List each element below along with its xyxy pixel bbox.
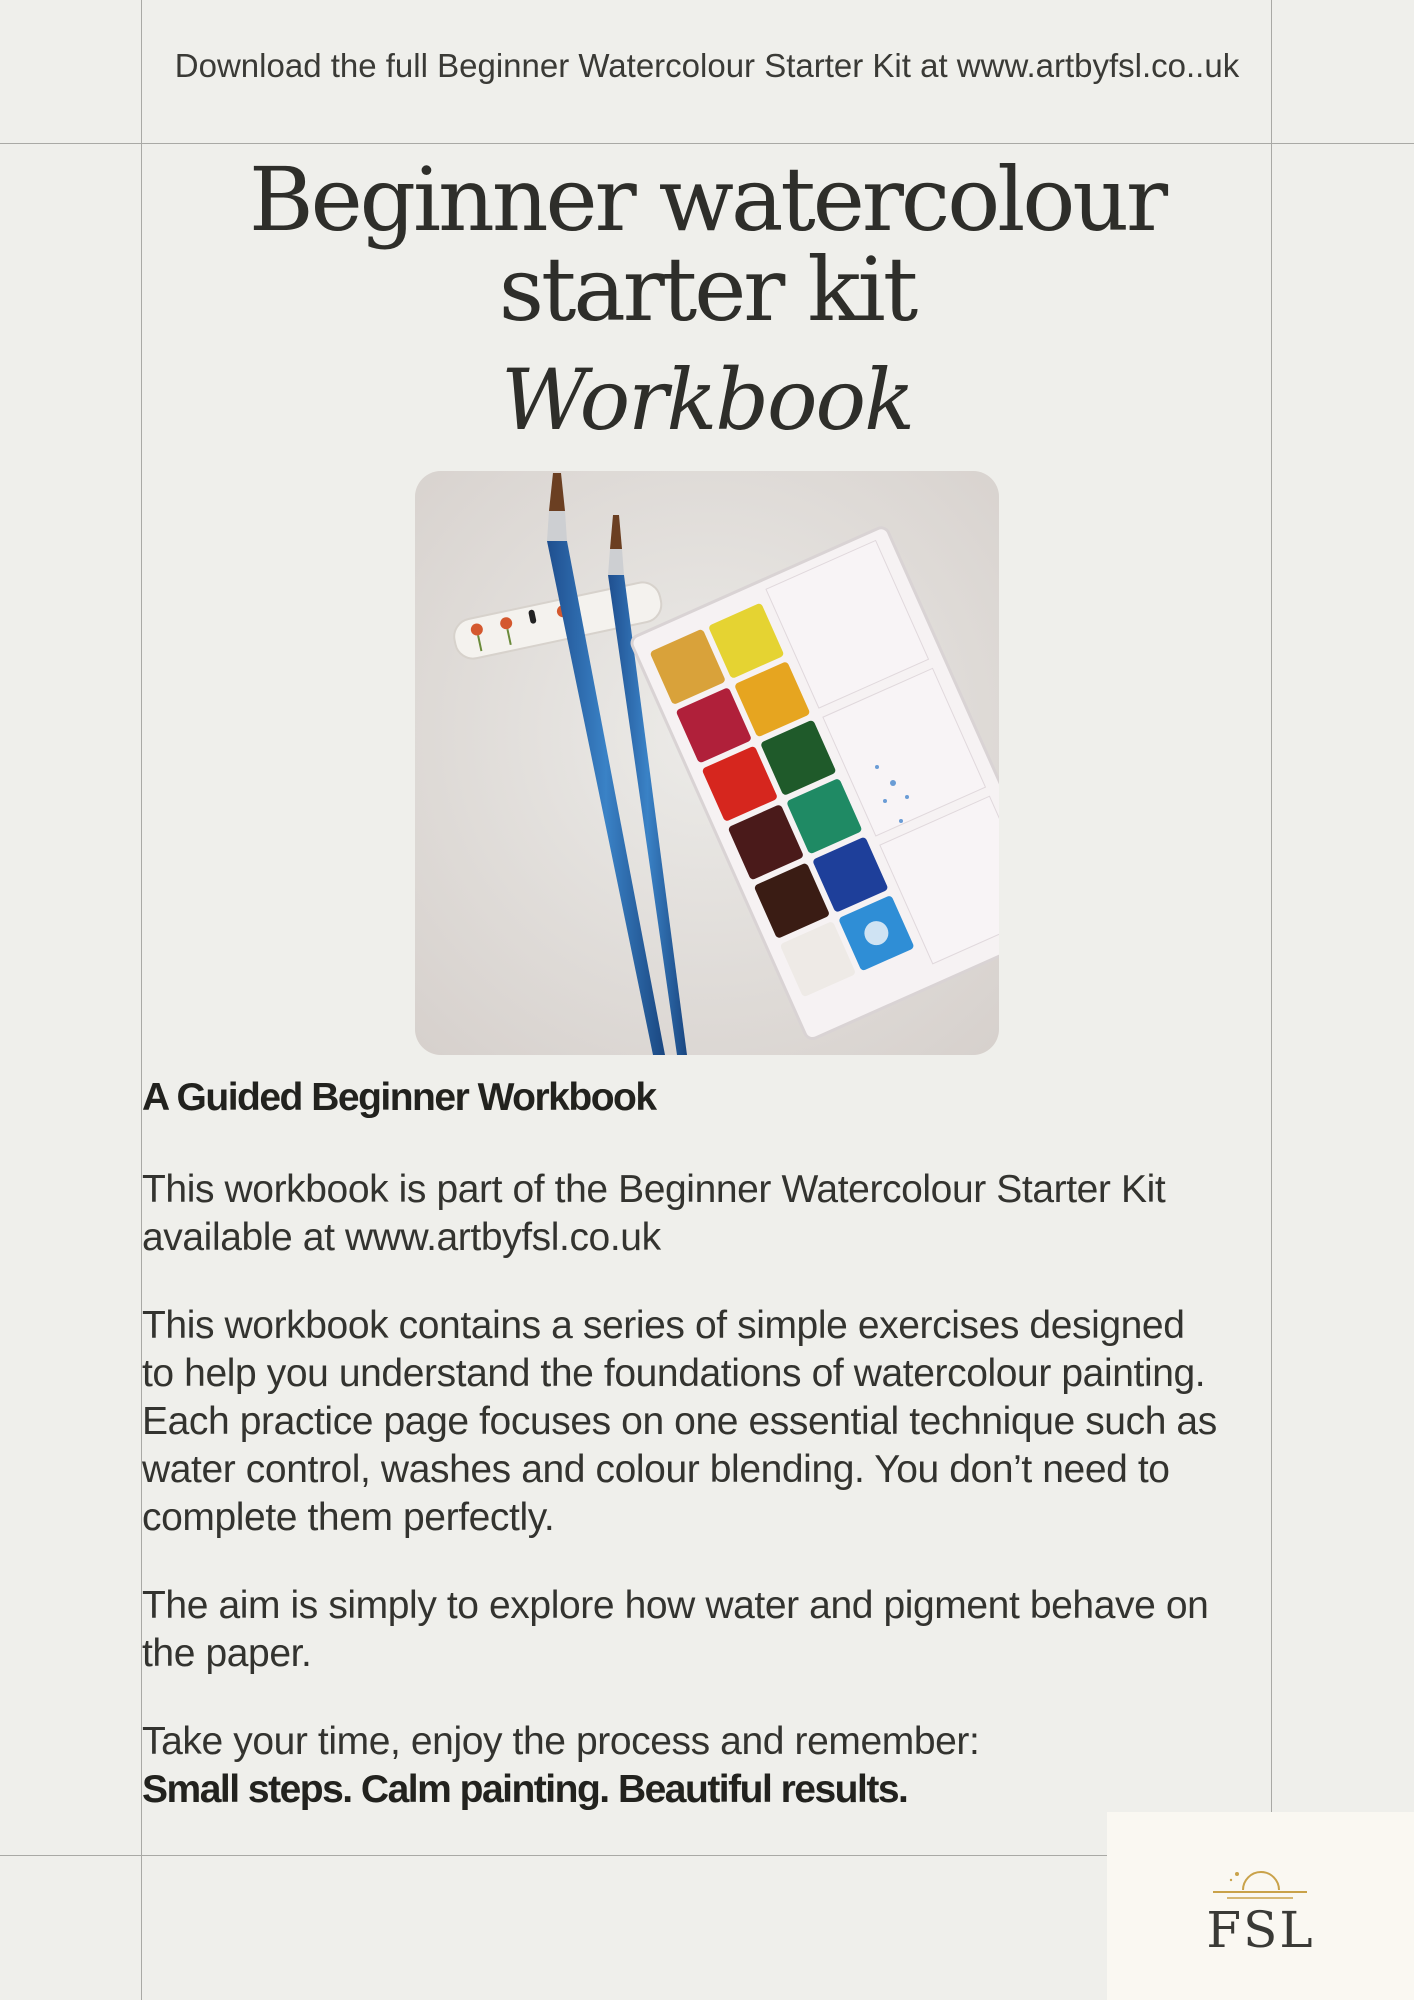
paragraph-line: This workbook contains a series of simple exercises designed <box>142 1304 1185 1347</box>
brand-logo-text: FSL <box>1206 1901 1315 1959</box>
page-title-line-1: Beginner watercolour <box>248 148 1166 251</box>
tagline: Small steps. Calm painting. Beautiful results. <box>142 1768 908 1811</box>
intro-paragraph-3 <box>142 1582 1272 1678</box>
section-subheading: A Guided Beginner Workbook <box>142 1076 656 1119</box>
watercolour-palette-photo <box>415 471 999 1055</box>
paragraph-line: Each practice page focuses on one essential technique such as <box>142 1400 1217 1443</box>
paragraph-line: This workbook is part of the Beginner Watercolour Starter Kit <box>142 1168 1166 1211</box>
paragraph-line: complete them perfectly. <box>142 1496 555 1539</box>
page-title-workbook: Workbook <box>500 351 914 449</box>
intro-paragraph-1 <box>142 1166 1272 1262</box>
paragraph-line: available at www.artbyfsl.co.uk <box>142 1216 661 1259</box>
guide-line-top <box>0 143 1414 144</box>
paragraph-line: The aim is simply to explore how water and pigment behave on <box>142 1584 1209 1627</box>
paragraph-line: water control, washes and colour blending. You don’t need to <box>142 1448 1170 1491</box>
sunrise-emblem-icon <box>1207 1860 1314 1904</box>
intro-paragraph-4 <box>142 1718 1272 1814</box>
paragraph-line: Take your time, enjoy the process and remember: <box>142 1720 980 1763</box>
intro-paragraph-2 <box>142 1302 1272 1542</box>
paragraph-line: the paper. <box>142 1632 312 1675</box>
brand-logo <box>1107 1812 1414 2000</box>
download-banner: Download the full Beginner Watercolour Starter Kit at www.artbyfsl.co..uk <box>174 47 1240 84</box>
workbook-intro <box>142 1070 1272 1814</box>
paragraph-line: to help you understand the foundations of watercolour painting. <box>142 1352 1206 1395</box>
page-title-line-2: starter kit <box>498 238 916 341</box>
